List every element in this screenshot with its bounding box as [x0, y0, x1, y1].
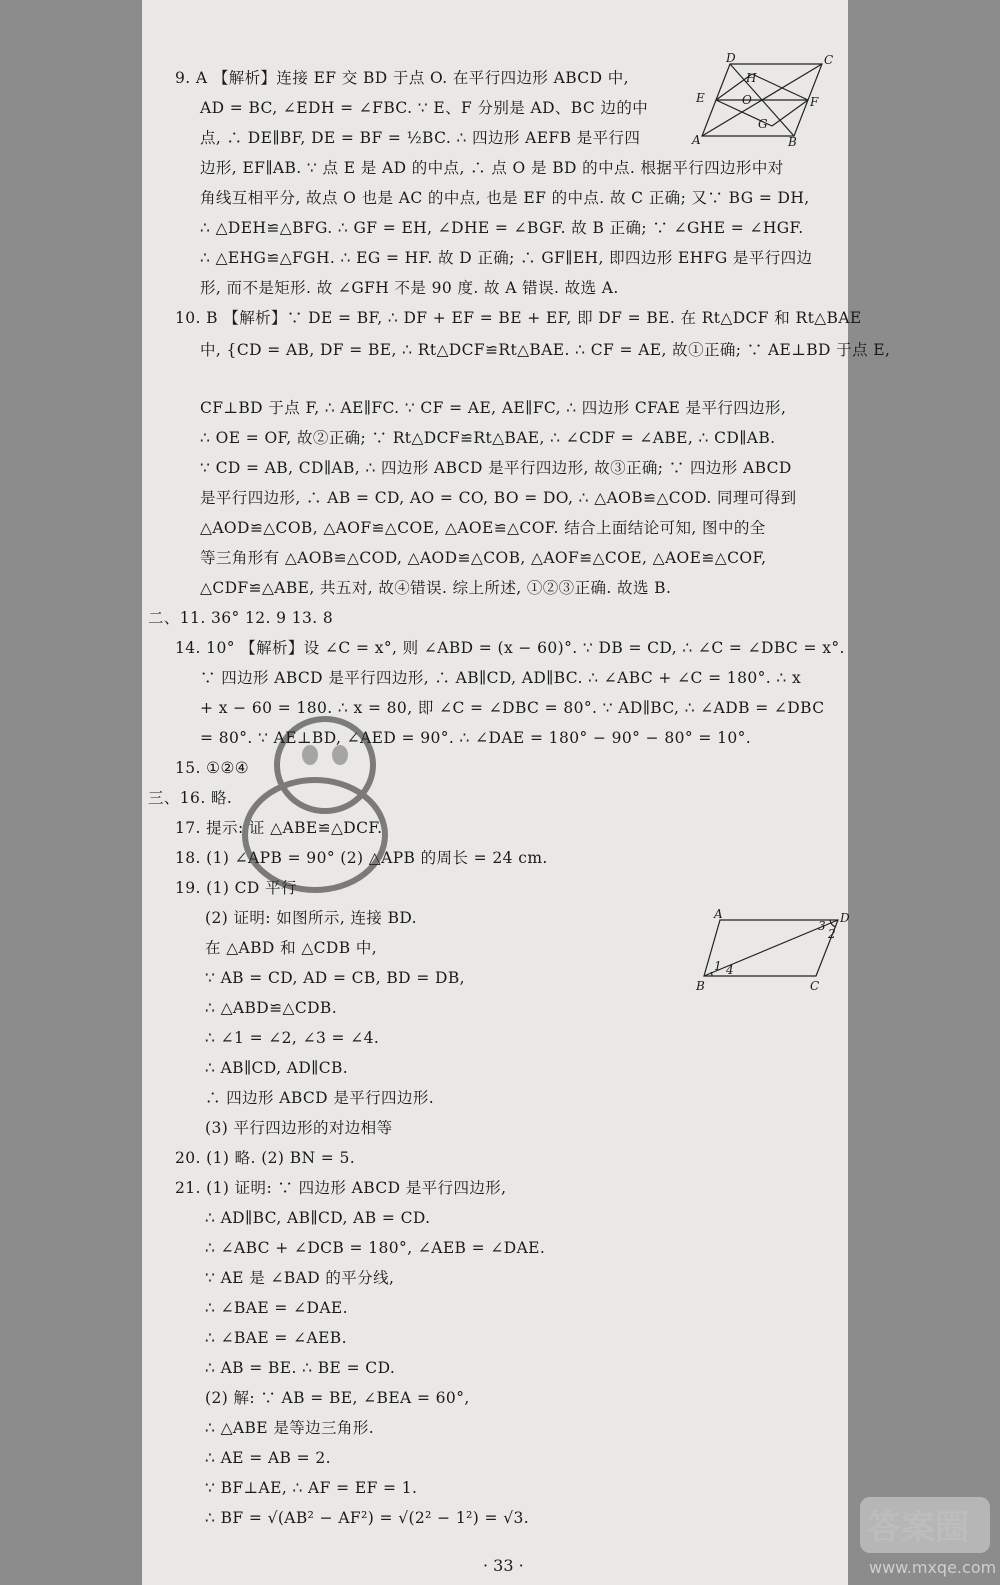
text-line-l35: (3) 平行四边形的对边相等 [205, 1119, 393, 1137]
text-line-l33: ∴ AB∥CD, AD∥CB. [205, 1059, 349, 1077]
text-line-l24: 三、16. 略. [148, 789, 233, 807]
duck-watermark-icon [205, 665, 445, 949]
text-line-l41: ∴ ∠BAE = ∠DAE. [205, 1299, 348, 1317]
text-line-l6: ∴ △DEH≌△BFG. ∴ GF = EH, ∠DHE = ∠BGF. 故 B 正确; ∵ ∠GHE = ∠HGF. [200, 219, 804, 237]
fig2-label-3: 3 [818, 919, 826, 933]
text-line-l11: CF⊥BD 于点 F, ∴ AE∥FC. ∵ CF = AE, AE∥FC, ∴ 四边形 CFAE 是平行四边形, [200, 399, 787, 417]
text-line-l9: 10. B 【解析】∵ DE = BF, ∴ DF + EF = BE + EF, 即 DF = BE. 在 Rt△DCF 和 Rt△BAE [175, 309, 862, 327]
text-line-l40: ∵ AE 是 ∠BAD 的平分线, [205, 1269, 395, 1287]
text-line-l48: ∴ BF = √(AB² − AF²) = √(2² − 1²) = √3. [205, 1509, 530, 1527]
text-line-l20: ∵ 四边形 ABCD 是平行四边形, ∴ AB∥CD, AD∥BC. ∴ ∠ABC + ∠C = 180°. ∴ x [200, 669, 802, 687]
text-line-l30: ∵ AB = CD, AD = CB, BD = DB, [205, 969, 465, 987]
text-line-l37: 21. (1) 证明: ∵ 四边形 ABCD 是平行四边形, [175, 1179, 507, 1197]
text-line-l15: △AOD≌△COB, △AOF≌△COE, △AOE≌△COF. 结合上面结论可知, 图中的全 [200, 519, 766, 537]
text-line-l45: ∴ △ABE 是等边三角形. [205, 1419, 375, 1437]
text-line-l31: ∴ △ABD≌△CDB. [205, 999, 338, 1017]
text-line-l39: ∴ ∠ABC + ∠DCB = 180°, ∠AEB = ∠DAE. [205, 1239, 546, 1257]
text-line-l34: ∴ 四边形 ABCD 是平行四边形. [205, 1089, 435, 1107]
text-line-l7: ∴ △EHG≌△FGH. ∴ EG = HF. 故 D 正确; ∴ GF∥EH, 即四边形 EHFG 是平行四边 [200, 249, 813, 267]
text-line-l14: 是平行四边形, ∴ AB = CD, AO = CO, BO = DO, ∴ △AOB≌△COD. 同理可得到 [200, 489, 797, 507]
fig2-label-B: B [696, 979, 705, 993]
site-logo-watermark [855, 1495, 995, 1584]
site-logo-text: 答案圈 [867, 1508, 969, 1548]
fig2-label-1: 1 [714, 959, 722, 973]
fig2-label-2: 2 [828, 927, 836, 941]
text-line-l3: 点, ∴ DE∥BF, DE = BF = ½BC. ∴ 四边形 AEFB 是平行四 [200, 129, 641, 147]
fig2-label-4: 4 [726, 963, 734, 977]
fig1-label-C: C [824, 53, 834, 67]
text-line-l22: = 80°. ∵ AE⊥BD, ∠AED = 90°. ∴ ∠DAE = 180° − 90° − 80° = 10°. [200, 729, 752, 747]
fig1-label-G: G [758, 117, 768, 131]
text-line-l28: (2) 证明: 如图所示, 连接 BD. [205, 909, 418, 927]
text-line-l26: 18. (1) ∠APB = 90° (2) △APB 的周长 = 24 cm. [175, 849, 548, 867]
fig1-label-A: A [692, 133, 701, 147]
text-line-l19: 14. 10° 【解析】设 ∠C = x°, 则 ∠ABD = (x − 60)°. ∵ DB = CD, ∴ ∠C = ∠DBC = x°. [175, 639, 845, 657]
fig2-label-A: A [714, 907, 723, 921]
text-line-l47: ∵ BF⊥AE, ∴ AF = EF = 1. [205, 1479, 418, 1497]
fig1-label-D: D [726, 52, 736, 65]
text-line-l29: 在 △ABD 和 △CDB 中, [205, 939, 378, 957]
text-line-l44: (2) 解: ∵ AB = BE, ∠BEA = 60°, [205, 1389, 470, 1407]
figure-parallelogram-1 [682, 52, 842, 148]
text-line-l5: 角线互相平分, 故点 O 也是 AC 的中点, 也是 EF 的中点. 故 C 正确; 又∵ BG = DH, [200, 189, 810, 207]
text-line-l1: 9. A 【解析】连接 EF 交 BD 于点 O. 在平行四边形 ABCD 中, [175, 69, 629, 87]
fig2-label-D: D [840, 911, 850, 925]
text-line-l25: 17. 提示: 证 △ABE≌△DCF. [175, 819, 383, 837]
text-line-l27: 19. (1) CD 平行 [175, 879, 297, 897]
text-line-l16: 等三角形有 △AOB≌△COD, △AOD≌△COB, △AOF≌△COE, △AOE≌△COF, [200, 549, 767, 567]
text-line-l18: 二、11. 36° 12. 9 13. 8 [148, 609, 334, 627]
fig1-label-O: O [742, 93, 752, 107]
text-line-l2: AD = BC, ∠EDH = ∠FBC. ∵ E、F 分别是 AD、BC 边的中 [200, 99, 649, 117]
text-line-l17: △CDF≌△ABE, 共五对, 故④错误. 综上所述, ①②③正确. 故选 B. [200, 579, 672, 597]
site-url-text: www.mxqe.com [869, 1558, 995, 1577]
text-line-l21: + x − 60 = 180. ∴ x = 80, 即 ∠C = ∠DBC = 80°. ∵ AD∥BC, ∴ ∠ADB = ∠DBC [200, 699, 825, 717]
text-line-l38: ∴ AD∥BC, AB∥CD, AB = CD. [205, 1209, 431, 1227]
text-line-l46: ∴ AE = AB = 2. [205, 1449, 331, 1467]
fig1-label-E: E [696, 91, 705, 105]
text-line-l10: 中, {CD = AB, DF = BE, ∴ Rt△DCF≌Rt△BAE. ∴ CF = AE, 故①正确; ∵ AE⊥BD 于点 E, [200, 341, 891, 359]
fig1-label-F: F [810, 95, 819, 109]
text-line-l36: 20. (1) 略. (2) BN = 5. [175, 1149, 356, 1167]
text-line-l32: ∴ ∠1 = ∠2, ∠3 = ∠4. [205, 1029, 380, 1047]
text-line-l42: ∴ ∠BAE = ∠AEB. [205, 1329, 347, 1347]
fig2-label-C: C [810, 979, 820, 993]
text-line-l8: 形, 而不是矩形. 故 ∠GFH 不是 90 度. 故 A 错误. 故选 A. [200, 279, 619, 297]
text-line-l13: ∵ CD = AB, CD∥AB, ∴ 四边形 ABCD 是平行四边形, 故③正确; ∵ 四边形 ABCD [200, 459, 792, 477]
text-line-l4: 边形, EF∥AB. ∵ 点 E 是 AD 的中点, ∴ 点 O 是 BD 的中点. 根据平行四边形中对 [200, 159, 784, 177]
text-line-l12: ∴ OE = OF, 故②正确; ∵ Rt△DCF≌Rt△BAE, ∴ ∠CDF = ∠ABE, ∴ CD∥AB. [200, 429, 776, 447]
text-line-l23: 15. ①②④ [175, 759, 250, 777]
text-line-l43: ∴ AB = BE. ∴ BE = CD. [205, 1359, 396, 1377]
page-number: · 33 · [483, 1556, 524, 1575]
fig1-label-B: B [788, 135, 797, 148]
fig1-label-H: H [746, 71, 757, 85]
figure-parallelogram-2 [690, 906, 850, 996]
